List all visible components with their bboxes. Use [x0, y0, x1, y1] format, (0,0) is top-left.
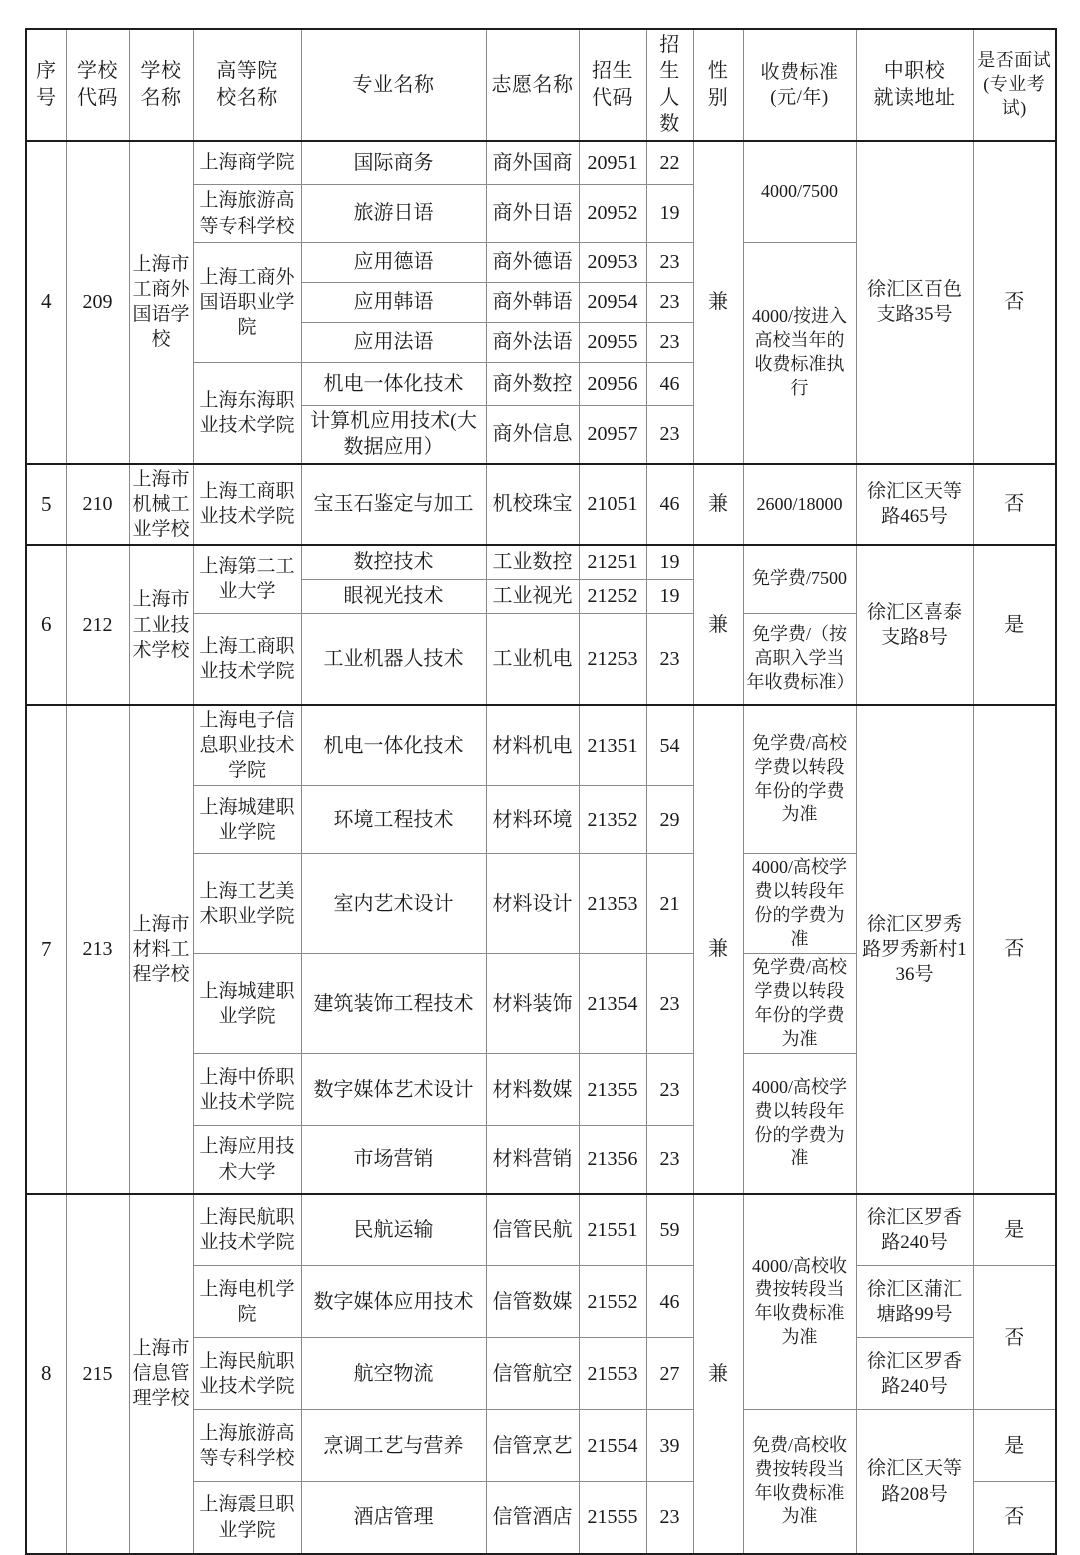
- header-line: 学校: [77, 60, 118, 83]
- cell-college-name: 上海震旦职业学院: [193, 1482, 301, 1554]
- cell-enroll-code: 21355: [579, 1054, 646, 1126]
- cell-wish-name: 商外法语: [486, 323, 579, 363]
- cell-college-name: 上海旅游高等专科学校: [193, 1410, 301, 1482]
- cell-address: 徐汇区罗香路240号: [856, 1194, 973, 1266]
- cell-college-name: 上海第二工业大学: [193, 545, 301, 613]
- cell-enroll-count: 19: [646, 579, 693, 613]
- cell-enroll-code: 21551: [579, 1194, 646, 1266]
- cell-address: 徐汇区天等路465号: [856, 464, 973, 545]
- cell-major-name: 计算机应用技术(大数据应用）: [301, 406, 486, 464]
- cell-interview: 否: [973, 141, 1056, 464]
- cell-wish-name: 商外数控: [486, 363, 579, 406]
- header-line: 是否面试: [977, 50, 1052, 71]
- table-row: [26, 705, 1056, 786]
- cell-wish-name: 材料装饰: [486, 954, 579, 1054]
- cell-enroll-code: 21555: [579, 1482, 646, 1554]
- cell-college-name: 上海旅游高等专科学校: [193, 185, 301, 243]
- cell-wish-name: 商外日语: [486, 185, 579, 243]
- cell-enroll-count: 23: [646, 1126, 693, 1194]
- cell-enroll-code: 21356: [579, 1126, 646, 1194]
- cell-interview: 是: [973, 1410, 1056, 1482]
- cell-enroll-code: 20953: [579, 243, 646, 283]
- cell-fee: 免学费/高校学费以转段年份的学费为准: [743, 705, 856, 854]
- cell-enroll-count: 46: [646, 1266, 693, 1338]
- cell-enroll-code: 21051: [579, 464, 646, 545]
- header-line: 别: [707, 86, 729, 109]
- cell-major-name: 机电一体化技术: [301, 363, 486, 406]
- cell-college-name: 上海城建职业学院: [193, 786, 301, 854]
- cell-fee: 4000/高校学费以转段年份的学费为准: [743, 1054, 856, 1194]
- cell-enroll-code: 21253: [579, 613, 646, 705]
- cell-college-name: 上海电子信息职业技术学院: [193, 705, 301, 786]
- column-header-enroll-count: [646, 29, 693, 141]
- cell-address: 徐汇区百色支路35号: [856, 141, 973, 464]
- cell-interview: 否: [973, 1482, 1056, 1554]
- header-line: 性: [707, 60, 729, 83]
- cell-address: 徐汇区天等路208号: [856, 1410, 973, 1554]
- cell-college-name: 上海民航职业技术学院: [193, 1338, 301, 1410]
- cell-enroll-count: 21: [646, 854, 693, 954]
- cell-gender: 兼: [693, 464, 743, 545]
- column-header-address: [856, 29, 973, 141]
- header-line: 就读地址: [873, 86, 956, 109]
- cell-school-name: 上海市工商外国语学校: [129, 141, 193, 464]
- cell-enroll-count: 19: [646, 545, 693, 579]
- cell-fee: 4000/高校学费以转段年份的学费为准: [743, 854, 856, 954]
- cell-college-name: 上海城建职业学院: [193, 954, 301, 1054]
- cell-school-name: 上海市机械工业学校: [129, 464, 193, 545]
- cell-wish-name: 商外信息: [486, 406, 579, 464]
- cell-interview: 是: [973, 545, 1056, 705]
- cell-address: 徐汇区罗秀路罗秀新村136号: [856, 705, 973, 1194]
- header-line: 人数: [659, 86, 680, 136]
- cell-enroll-count: 23: [646, 283, 693, 323]
- cell-enroll-count: 23: [646, 1054, 693, 1126]
- cell-major-name: 国际商务: [301, 141, 486, 185]
- table-body: [26, 141, 1056, 1554]
- header-line: 招生: [659, 34, 680, 83]
- table-row: [26, 1194, 1056, 1266]
- cell-enroll-count: 46: [646, 464, 693, 545]
- cell-college-name: 上海商学院: [193, 141, 301, 185]
- cell-interview: 是: [973, 1194, 1056, 1266]
- cell-major-name: 数字媒体艺术设计: [301, 1054, 486, 1126]
- column-header-major-name: 专业名称: [301, 29, 486, 141]
- cell-major-name: 环境工程技术: [301, 786, 486, 854]
- cell-major-name: 旅游日语: [301, 185, 486, 243]
- cell-wish-name: 信管数媒: [486, 1266, 579, 1338]
- cell-major-name: 航空物流: [301, 1338, 486, 1410]
- cell-address: 徐汇区罗香路240号: [856, 1338, 973, 1410]
- header-line: 序: [36, 60, 57, 83]
- cell-address: 徐汇区蒲汇塘路99号: [856, 1266, 973, 1338]
- cell-wish-name: 工业数控: [486, 545, 579, 579]
- column-header-school-code: [66, 29, 129, 141]
- cell-major-name: 工业机器人技术: [301, 613, 486, 705]
- cell-major-name: 烹调工艺与营养: [301, 1410, 486, 1482]
- cell-wish-name: 材料机电: [486, 705, 579, 786]
- cell-school-code: 210: [66, 464, 129, 545]
- cell-enroll-count: 23: [646, 243, 693, 283]
- cell-enroll-count: 39: [646, 1410, 693, 1482]
- cell-seq: 6: [26, 545, 66, 705]
- cell-major-name: 应用法语: [301, 323, 486, 363]
- cell-major-name: 建筑装饰工程技术: [301, 954, 486, 1054]
- table-row: [26, 464, 1056, 545]
- cell-enroll-count: 23: [646, 1482, 693, 1554]
- cell-enroll-code: 21252: [579, 579, 646, 613]
- cell-wish-name: 材料数媒: [486, 1054, 579, 1126]
- cell-enroll-code: 21553: [579, 1338, 646, 1410]
- cell-wish-name: 工业机电: [486, 613, 579, 705]
- cell-enroll-code: 20955: [579, 323, 646, 363]
- cell-enroll-code: 21354: [579, 954, 646, 1054]
- cell-wish-name: 材料设计: [486, 854, 579, 954]
- cell-college-name: 上海民航职业技术学院: [193, 1194, 301, 1266]
- cell-wish-name: 信管航空: [486, 1338, 579, 1410]
- cell-fee: 4000/7500: [743, 141, 856, 243]
- cell-school-name: 上海市信息管理学校: [129, 1194, 193, 1554]
- cell-enroll-count: 46: [646, 363, 693, 406]
- cell-major-name: 眼视光技术: [301, 579, 486, 613]
- cell-seq: 8: [26, 1194, 66, 1554]
- cell-college-name: 上海中侨职业技术学院: [193, 1054, 301, 1126]
- column-header-seq: [26, 29, 66, 141]
- cell-address: 徐汇区喜泰支路8号: [856, 545, 973, 705]
- cell-seq: 5: [26, 464, 66, 545]
- cell-wish-name: 材料营销: [486, 1126, 579, 1194]
- cell-fee: 免学费/（按高职入学当年收费标准）: [743, 613, 856, 705]
- cell-major-name: 数控技术: [301, 545, 486, 579]
- cell-enroll-code: 20956: [579, 363, 646, 406]
- cell-gender: 兼: [693, 545, 743, 705]
- column-header-college-name: [193, 29, 301, 141]
- cell-major-name: 应用韩语: [301, 283, 486, 323]
- cell-college-name: 上海电机学院: [193, 1266, 301, 1338]
- cell-seq: 7: [26, 705, 66, 1194]
- cell-enroll-count: 27: [646, 1338, 693, 1410]
- cell-fee: 4000/高校收费按转段当年收费标准为准: [743, 1194, 856, 1410]
- cell-major-name: 应用德语: [301, 243, 486, 283]
- cell-enroll-code: 20952: [579, 185, 646, 243]
- cell-major-name: 民航运输: [301, 1194, 486, 1266]
- cell-school-code: 212: [66, 545, 129, 705]
- header-line: 名称: [140, 86, 182, 109]
- cell-enroll-code: 20951: [579, 141, 646, 185]
- column-header-gender: [693, 29, 743, 141]
- cell-major-name: 机电一体化技术: [301, 705, 486, 786]
- cell-major-name: 室内艺术设计: [301, 854, 486, 954]
- header-line: 校名称: [216, 86, 278, 109]
- cell-enroll-code: 20954: [579, 283, 646, 323]
- cell-enroll-count: 59: [646, 1194, 693, 1266]
- cell-enroll-code: 21353: [579, 854, 646, 954]
- cell-school-name: 上海市材料工程学校: [129, 705, 193, 1194]
- header-line: 号: [36, 86, 57, 109]
- enrollment-table: [25, 28, 1057, 1555]
- cell-college-name: 上海工商职业技术学院: [193, 464, 301, 545]
- cell-major-name: 酒店管理: [301, 1482, 486, 1554]
- cell-school-name: 上海市工业技术学校: [129, 545, 193, 705]
- header-line: 代码: [592, 86, 633, 109]
- cell-gender: 兼: [693, 705, 743, 1194]
- header-row: [26, 29, 1056, 141]
- cell-gender: 兼: [693, 1194, 743, 1554]
- cell-fee: 4000/按进入高校当年的收费标准执行: [743, 243, 856, 464]
- cell-fee: 免费/高校收费按转段当年收费标准为准: [743, 1410, 856, 1554]
- header-line: (元/年): [770, 86, 829, 108]
- cell-enroll-code: 20957: [579, 406, 646, 464]
- cell-seq: 4: [26, 141, 66, 464]
- cell-enroll-count: 23: [646, 613, 693, 705]
- table-header: [26, 29, 1056, 141]
- cell-interview: 否: [973, 705, 1056, 1194]
- cell-fee: 免学费/7500: [743, 545, 856, 613]
- cell-enroll-count: 19: [646, 185, 693, 243]
- cell-interview: 否: [973, 464, 1056, 545]
- cell-major-name: 数字媒体应用技术: [301, 1266, 486, 1338]
- column-header-wish-name: 志愿名称: [486, 29, 579, 141]
- header-line: 中职校: [883, 60, 946, 83]
- cell-college-name: 上海工艺美术职业学院: [193, 854, 301, 954]
- cell-college-name: 上海应用技术大学: [193, 1126, 301, 1194]
- cell-college-name: 上海工商外国语职业学院: [193, 243, 301, 363]
- cell-wish-name: 信管民航: [486, 1194, 579, 1266]
- header-line: 代码: [77, 86, 118, 109]
- column-header-fee: [743, 29, 856, 141]
- cell-enroll-count: 23: [646, 954, 693, 1054]
- cell-wish-name: 机校珠宝: [486, 464, 579, 545]
- cell-school-code: 209: [66, 141, 129, 464]
- cell-college-name: 上海东海职业技术学院: [193, 363, 301, 464]
- cell-enroll-code: 21352: [579, 786, 646, 854]
- cell-enroll-count: 23: [646, 323, 693, 363]
- cell-enroll-count: 29: [646, 786, 693, 854]
- cell-college-name: 上海工商职业技术学院: [193, 613, 301, 705]
- cell-enroll-code: 21554: [579, 1410, 646, 1482]
- header-line: 招生: [592, 60, 633, 83]
- cell-enroll-count: 23: [646, 406, 693, 464]
- header-line: 学校: [140, 60, 182, 83]
- header-line: 高等院: [216, 60, 278, 83]
- column-header-school-name: [129, 29, 193, 141]
- cell-wish-name: 材料环境: [486, 786, 579, 854]
- cell-fee: 2600/18000: [743, 464, 856, 545]
- cell-major-name: 市场营销: [301, 1126, 486, 1194]
- cell-enroll-count: 54: [646, 705, 693, 786]
- cell-wish-name: 商外德语: [486, 243, 579, 283]
- header-line: (专业考试): [983, 73, 1046, 118]
- table-row: [26, 545, 1056, 579]
- column-header-enroll-code: [579, 29, 646, 141]
- cell-enroll-code: 21351: [579, 705, 646, 786]
- cell-wish-name: 信管酒店: [486, 1482, 579, 1554]
- cell-wish-name: 商外韩语: [486, 283, 579, 323]
- cell-school-code: 215: [66, 1194, 129, 1554]
- cell-wish-name: 信管烹艺: [486, 1410, 579, 1482]
- header-line: 收费标准: [760, 61, 839, 83]
- cell-wish-name: 商外国商: [486, 141, 579, 185]
- cell-gender: 兼: [693, 141, 743, 464]
- table-row: [26, 141, 1056, 185]
- cell-fee: 免学费/高校学费以转段年份的学费为准: [743, 954, 856, 1054]
- cell-wish-name: 工业视光: [486, 579, 579, 613]
- cell-school-code: 213: [66, 705, 129, 1194]
- column-header-interview: [973, 29, 1056, 141]
- cell-major-name: 宝玉石鉴定与加工: [301, 464, 486, 545]
- cell-interview: 否: [973, 1266, 1056, 1410]
- cell-enroll-code: 21251: [579, 545, 646, 579]
- cell-enroll-code: 21552: [579, 1266, 646, 1338]
- cell-enroll-count: 22: [646, 141, 693, 185]
